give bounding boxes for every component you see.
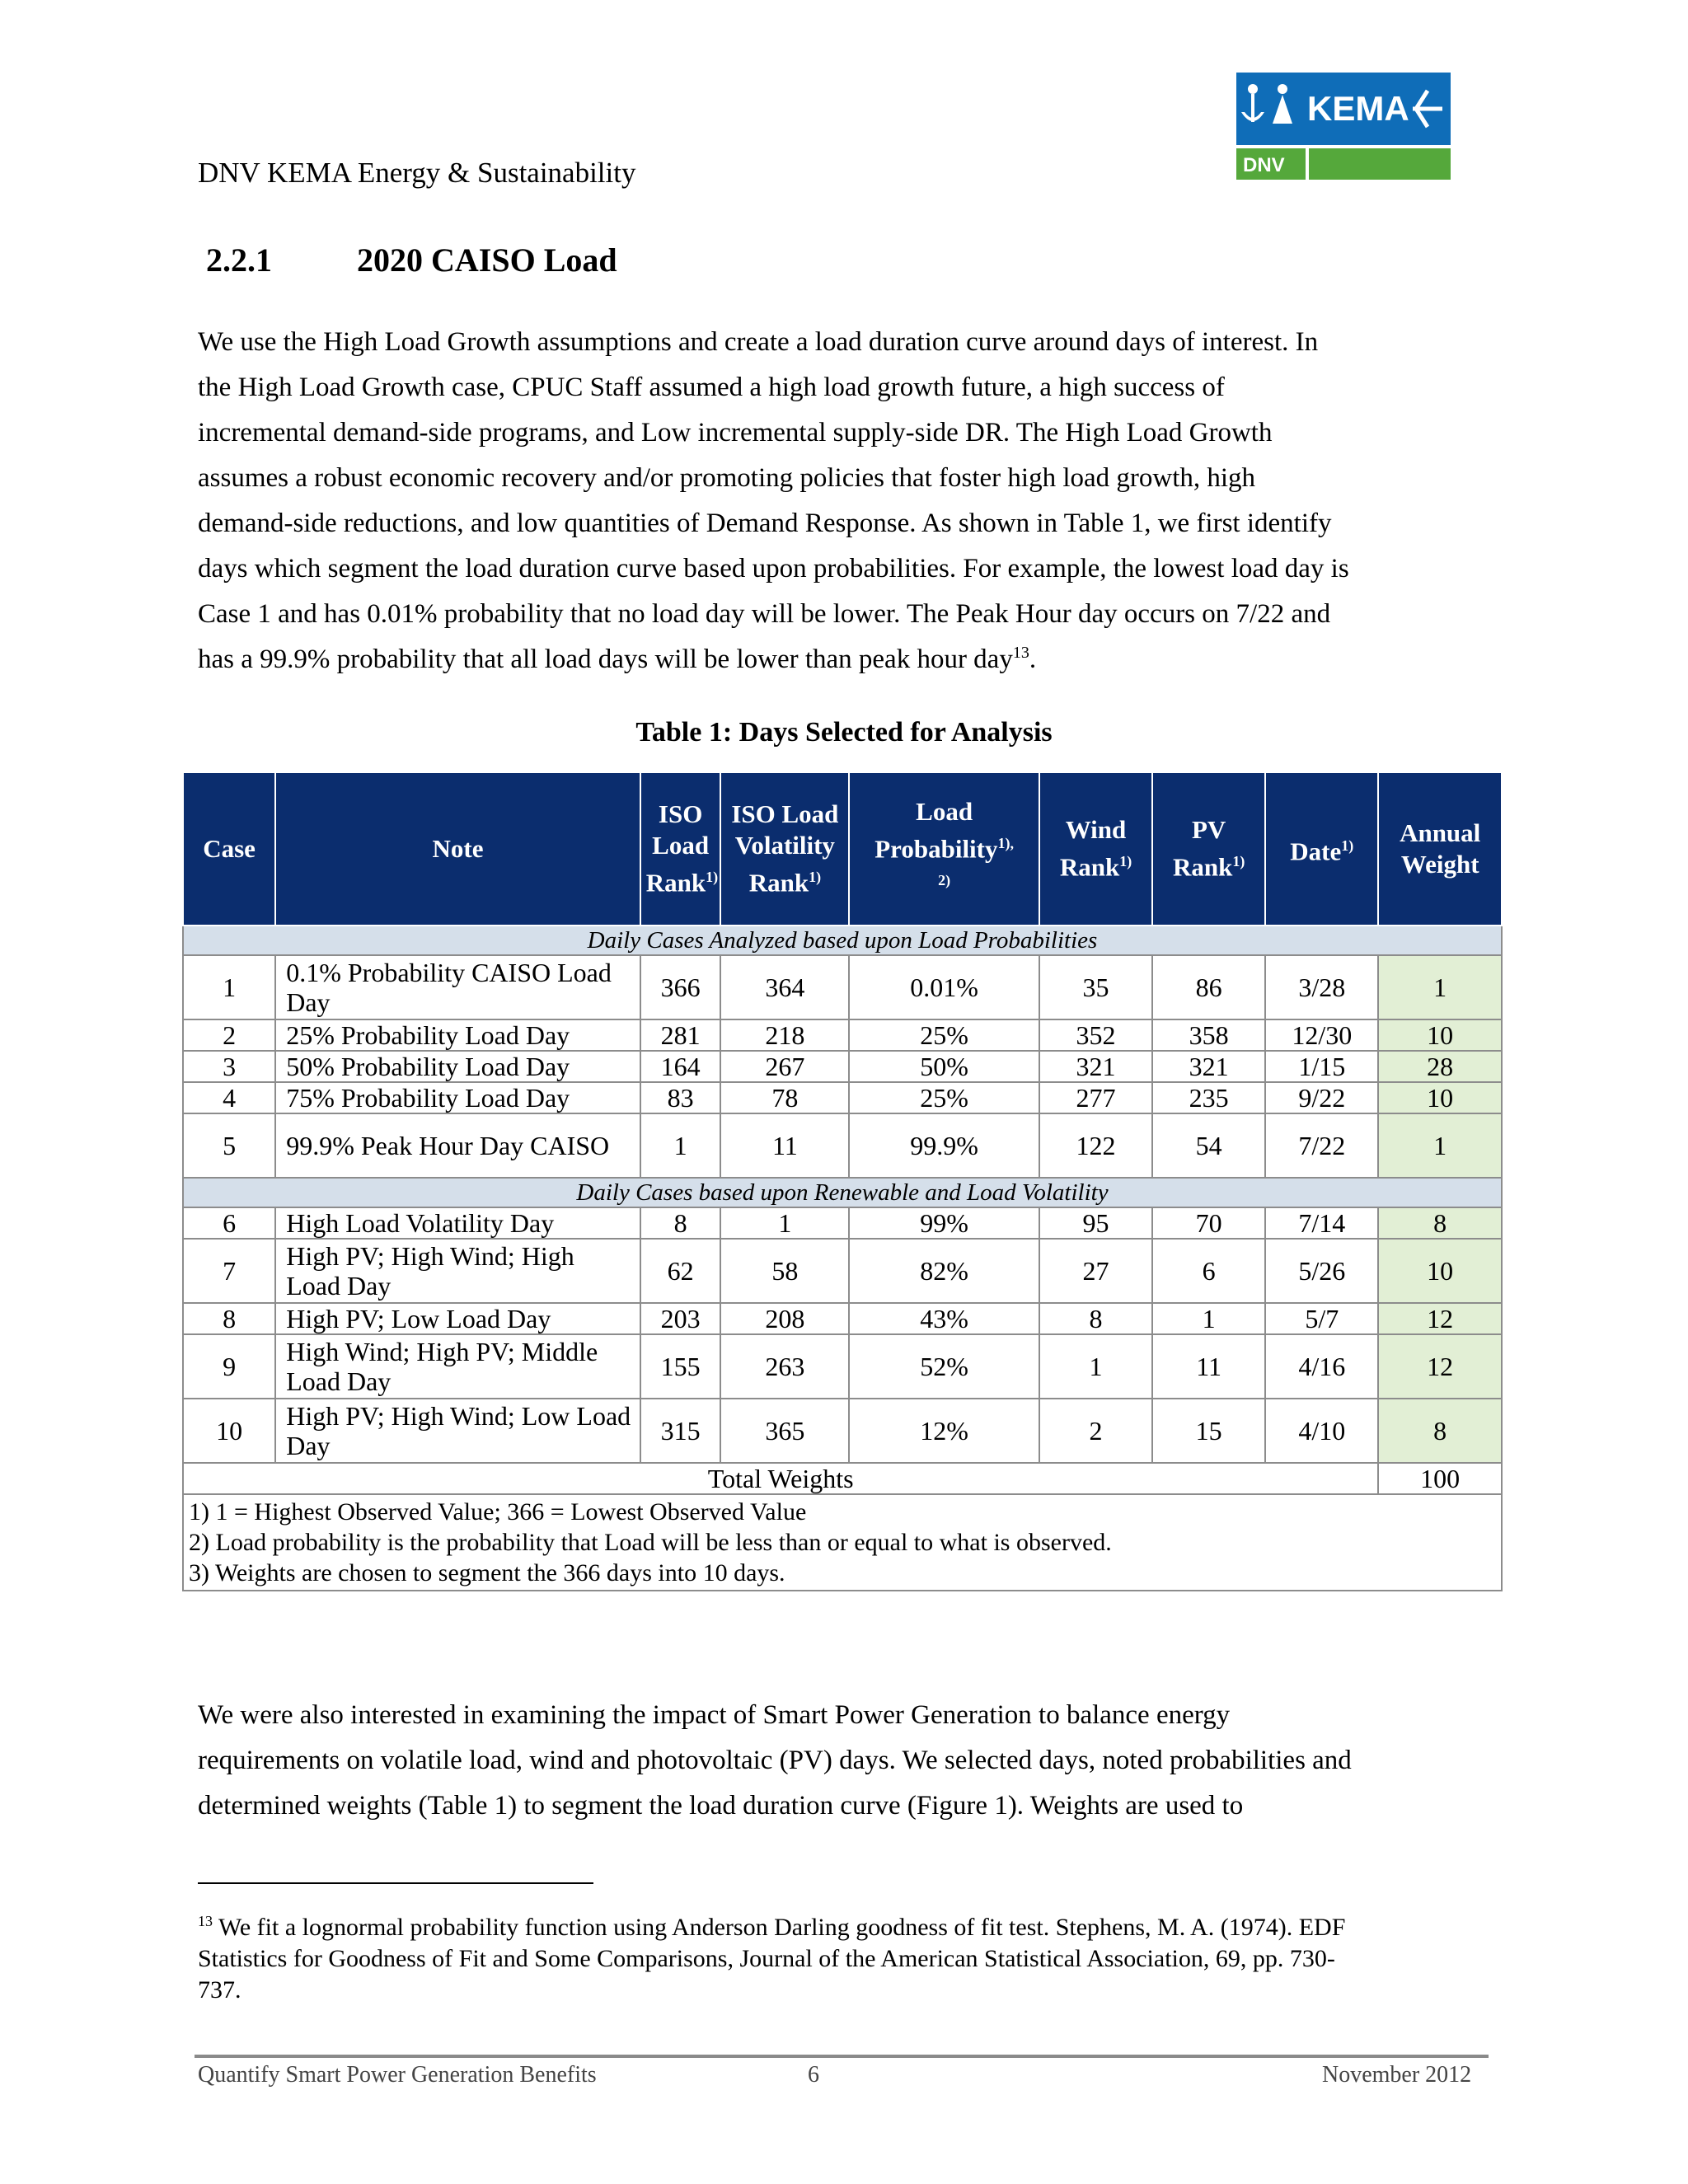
cell-pv-rank: 15	[1152, 1399, 1265, 1463]
table-row	[183, 1019, 1502, 1051]
cell-pv-rank: 54	[1152, 1113, 1265, 1178]
cell-date: 7/22	[1265, 1113, 1378, 1178]
cell-date: 9/22	[1265, 1082, 1378, 1113]
cell-wind-rank: 122	[1039, 1113, 1152, 1178]
paragraph-line-last	[198, 637, 1500, 682]
cell-annual-weight: 1	[1378, 1113, 1502, 1178]
kema-dnv-logo	[1236, 73, 1451, 180]
cell-iso-load-rank: 155	[640, 1334, 721, 1399]
cell-wind-rank: 35	[1039, 955, 1152, 1019]
footnote-line: $^{13}$ We fit a lognormal probability function using Anderson Darling goodness of fit test. Stephens, M. A. (1974). EDF	[198, 1913, 1346, 1941]
paragraph-line: We use the High Load Growth assumptions and create a load duration curve around days of interest. In	[198, 327, 1319, 357]
cell-wind-rank: 8	[1039, 1303, 1152, 1334]
cell-date: 4/10	[1265, 1399, 1378, 1463]
cell-date: 3/28	[1265, 955, 1378, 1019]
table-caption: Table 1: Days Selected for Analysis	[635, 717, 1053, 748]
cell-date: 1/15	[1265, 1051, 1378, 1082]
cell-note: 75% Probability Load Day	[275, 1082, 640, 1113]
cell-date: 7/14	[1265, 1207, 1378, 1239]
cell-iso-load-rank: 315	[640, 1399, 721, 1463]
table-row	[183, 1113, 1502, 1178]
paragraph-line: determined weights (Table 1) to segment the load duration curve (Figure 1). Weights are used to	[198, 1791, 1244, 1821]
table-section-row	[183, 1178, 1502, 1207]
section-number: 2.2.1	[206, 241, 272, 279]
cell-load-probability: 52%	[849, 1334, 1039, 1399]
total-value: 100	[1378, 1463, 1502, 1494]
header-case: Case	[183, 772, 275, 926]
cell-volatility-rank: 364	[720, 955, 849, 1019]
paragraph-line: Case 1 and has 0.01% probability that no load day will be lower. The Peak Hour day occurs on 7/22 and	[198, 599, 1331, 629]
cell-pv-rank: 235	[1152, 1082, 1265, 1113]
cell-volatility-rank: 263	[720, 1334, 849, 1399]
total-label: Total Weights	[183, 1463, 1378, 1494]
section-label: Daily Cases based upon Renewable and Load Volatility	[183, 1178, 1502, 1207]
cell-load-probability: 0.01%	[849, 955, 1039, 1019]
paragraph-line: assumes a robust economic recovery and/or promoting policies that foster high load growth, high	[198, 463, 1256, 493]
cell-iso-load-rank: 1	[640, 1113, 721, 1178]
cell-wind-rank: 1	[1039, 1334, 1152, 1399]
cell-volatility-rank: 218	[720, 1019, 849, 1051]
cell-iso-load-rank: 8	[640, 1207, 721, 1239]
footnote-reference[interactable]: 13	[1012, 644, 1029, 662]
cell-note: High PV; High Wind; Low Load Day	[275, 1399, 640, 1463]
cell-wind-rank: 277	[1039, 1082, 1152, 1113]
cell-load-probability: 25%	[849, 1082, 1039, 1113]
cell-annual-weight: 10	[1378, 1239, 1502, 1303]
cell-date: 5/26	[1265, 1239, 1378, 1303]
cell-load-probability: 12%	[849, 1399, 1039, 1463]
section-title: 2020 CAISO Load	[357, 241, 617, 279]
table-notes-row	[183, 1494, 1502, 1591]
cell-note: High PV; High Wind; High Load Day	[275, 1239, 640, 1303]
cell-case: 1	[183, 955, 275, 1019]
cell-note: 0.1% Probability CAISO Load Day	[275, 955, 640, 1019]
cell-case: 6	[183, 1207, 275, 1239]
cell-annual-weight: 10	[1378, 1082, 1502, 1113]
cell-load-probability: 99.9%	[849, 1113, 1039, 1178]
cell-load-probability: 50%	[849, 1051, 1039, 1082]
table-note: 1) 1 = Highest Observed Value; 366 = Lowest Observed Value	[189, 1498, 807, 1526]
cell-volatility-rank: 208	[720, 1303, 849, 1334]
cell-pv-rank: 1	[1152, 1303, 1265, 1334]
table-row	[183, 1082, 1502, 1113]
cell-volatility-rank: 1	[720, 1207, 849, 1239]
paragraph-line-text: has a 99.9% probability that all load days will be lower than peak hour day	[198, 644, 1013, 674]
smart-power-paragraph	[198, 1693, 1500, 1829]
cell-volatility-rank: 58	[720, 1239, 849, 1303]
cell-annual-weight: 10	[1378, 1019, 1502, 1051]
logo-text: KEMA	[1307, 89, 1409, 128]
cell-note: High Load Volatility Day	[275, 1207, 640, 1239]
table-row	[183, 1334, 1502, 1399]
cell-pv-rank: 358	[1152, 1019, 1265, 1051]
table-row	[183, 955, 1502, 1019]
header-wind-rank: Wind Rank$^{1)}$	[1039, 772, 1152, 926]
cell-volatility-rank: 11	[720, 1113, 849, 1178]
cell-note: 25% Probability Load Day	[275, 1019, 640, 1051]
header-date: Date$^{1)}$	[1265, 772, 1378, 926]
cell-annual-weight: 12	[1378, 1303, 1502, 1334]
cell-case: 8	[183, 1303, 275, 1334]
cell-load-probability: 25%	[849, 1019, 1039, 1051]
footnote-divider	[198, 1882, 593, 1884]
intro-paragraph	[198, 320, 1500, 682]
cell-load-probability: 43%	[849, 1303, 1039, 1334]
header-pv-rank: PV Rank$^{1)}$	[1152, 772, 1265, 926]
cell-case: 9	[183, 1334, 275, 1399]
cell-iso-load-rank: 281	[640, 1019, 721, 1051]
table-header-row	[183, 772, 1502, 926]
cell-case: 2	[183, 1019, 275, 1051]
cell-case: 7	[183, 1239, 275, 1303]
cell-annual-weight: 28	[1378, 1051, 1502, 1082]
cell-volatility-rank: 365	[720, 1399, 849, 1463]
footnote-line: 737.	[198, 1976, 241, 2004]
cell-iso-load-rank: 164	[640, 1051, 721, 1082]
cell-volatility-rank: 267	[720, 1051, 849, 1082]
cell-volatility-rank: 78	[720, 1082, 849, 1113]
paragraph-line: the High Load Growth case, CPUC Staff assumed a high load growth future, a high success of	[198, 373, 1225, 402]
cell-case: 10	[183, 1399, 275, 1463]
cell-note: High PV; Low Load Day	[275, 1303, 640, 1334]
table-note: 3) Weights are chosen to segment the 366 days into 10 days.	[189, 1559, 785, 1586]
table-section-row	[183, 926, 1502, 955]
paragraph-line: We were also interested in examining the impact of Smart Power Generation to balance energy	[198, 1700, 1231, 1730]
cell-pv-rank: 11	[1152, 1334, 1265, 1399]
cell-iso-load-rank: 83	[640, 1082, 721, 1113]
cell-case: 5	[183, 1113, 275, 1178]
cell-iso-load-rank: 62	[640, 1239, 721, 1303]
header-note: Note	[275, 772, 640, 926]
paragraph-line: requirements on volatile load, wind and photovoltaic (PV) days. We selected days, noted probabilities and	[198, 1746, 1352, 1775]
cell-annual-weight: 12	[1378, 1334, 1502, 1399]
organization-name: DNV KEMA Energy & Sustainability	[198, 157, 636, 189]
table-row	[183, 1399, 1502, 1463]
paragraph-line: days which segment the load duration curve based upon probabilities. For example, the lowest load day is	[198, 554, 1349, 583]
cell-pv-rank: 86	[1152, 955, 1265, 1019]
cell-date: 12/30	[1265, 1019, 1378, 1051]
cell-iso-load-rank: 203	[640, 1303, 721, 1334]
cell-case: 4	[183, 1082, 275, 1113]
cell-date: 5/7	[1265, 1303, 1378, 1334]
cell-pv-rank: 321	[1152, 1051, 1265, 1082]
cell-note: High Wind; High PV; Middle Load Day	[275, 1334, 640, 1399]
days-selected-table	[182, 771, 1503, 1591]
sentence-end: .	[1029, 644, 1037, 674]
cell-iso-load-rank: 366	[640, 955, 721, 1019]
total-row	[183, 1463, 1502, 1494]
cell-date: 4/16	[1265, 1334, 1378, 1399]
cell-pv-rank: 70	[1152, 1207, 1265, 1239]
paragraph-line: incremental demand-side programs, and Low incremental supply-side DR. The High Load Growth	[198, 418, 1273, 448]
table-row	[183, 1207, 1502, 1239]
header-annual-weight: Annual Weight	[1378, 772, 1502, 926]
cell-note: 99.9% Peak Hour Day CAISO	[275, 1113, 640, 1178]
cell-annual-weight: 8	[1378, 1399, 1502, 1463]
cell-pv-rank: 6	[1152, 1239, 1265, 1303]
table-row	[183, 1051, 1502, 1082]
footnote	[198, 1905, 1500, 2006]
cell-wind-rank: 27	[1039, 1239, 1152, 1303]
cell-case: 3	[183, 1051, 275, 1082]
cell-wind-rank: 2	[1039, 1399, 1152, 1463]
table-note: 2) Load probability is the probability that Load will be less than or equal to what is observed.	[189, 1529, 1112, 1556]
table-notes	[183, 1494, 1502, 1591]
footer-divider	[195, 2055, 1489, 2058]
footer-date: November 2012	[1322, 2062, 1472, 2088]
cell-load-probability: 99%	[849, 1207, 1039, 1239]
header-iso-load-volatility-rank: ISO Load Volatility Rank$^{1)}$	[720, 772, 849, 926]
footnote-line: Statistics for Goodness of Fit and Some Comparisons, Journal of the American Statistical Association, 69, pp. 730-	[198, 1945, 1335, 1972]
logo-sub-text: DNV	[1243, 154, 1285, 176]
cell-annual-weight: 8	[1378, 1207, 1502, 1239]
cell-note: 50% Probability Load Day	[275, 1051, 640, 1082]
header-iso-load-rank: ISO Load Rank$^{1)}$	[640, 772, 721, 926]
section-label: Daily Cases Analyzed based upon Load Probabilities	[183, 926, 1502, 955]
cell-wind-rank: 352	[1039, 1019, 1152, 1051]
table-row	[183, 1239, 1502, 1303]
page-number: 6	[808, 2062, 819, 2088]
header-load-probability: Load Probability$^{1),}$ $^{2)}$	[849, 772, 1039, 926]
cell-annual-weight: 1	[1378, 955, 1502, 1019]
cell-wind-rank: 95	[1039, 1207, 1152, 1239]
table-row	[183, 1303, 1502, 1334]
footnote-number: 13	[198, 1913, 213, 1929]
cell-wind-rank: 321	[1039, 1051, 1152, 1082]
cell-load-probability: 82%	[849, 1239, 1039, 1303]
footer-document-title: Quantify Smart Power Generation Benefits	[198, 2062, 597, 2088]
paragraph-line: demand-side reductions, and low quantities of Demand Response. As shown in Table 1, we first identify	[198, 509, 1332, 538]
